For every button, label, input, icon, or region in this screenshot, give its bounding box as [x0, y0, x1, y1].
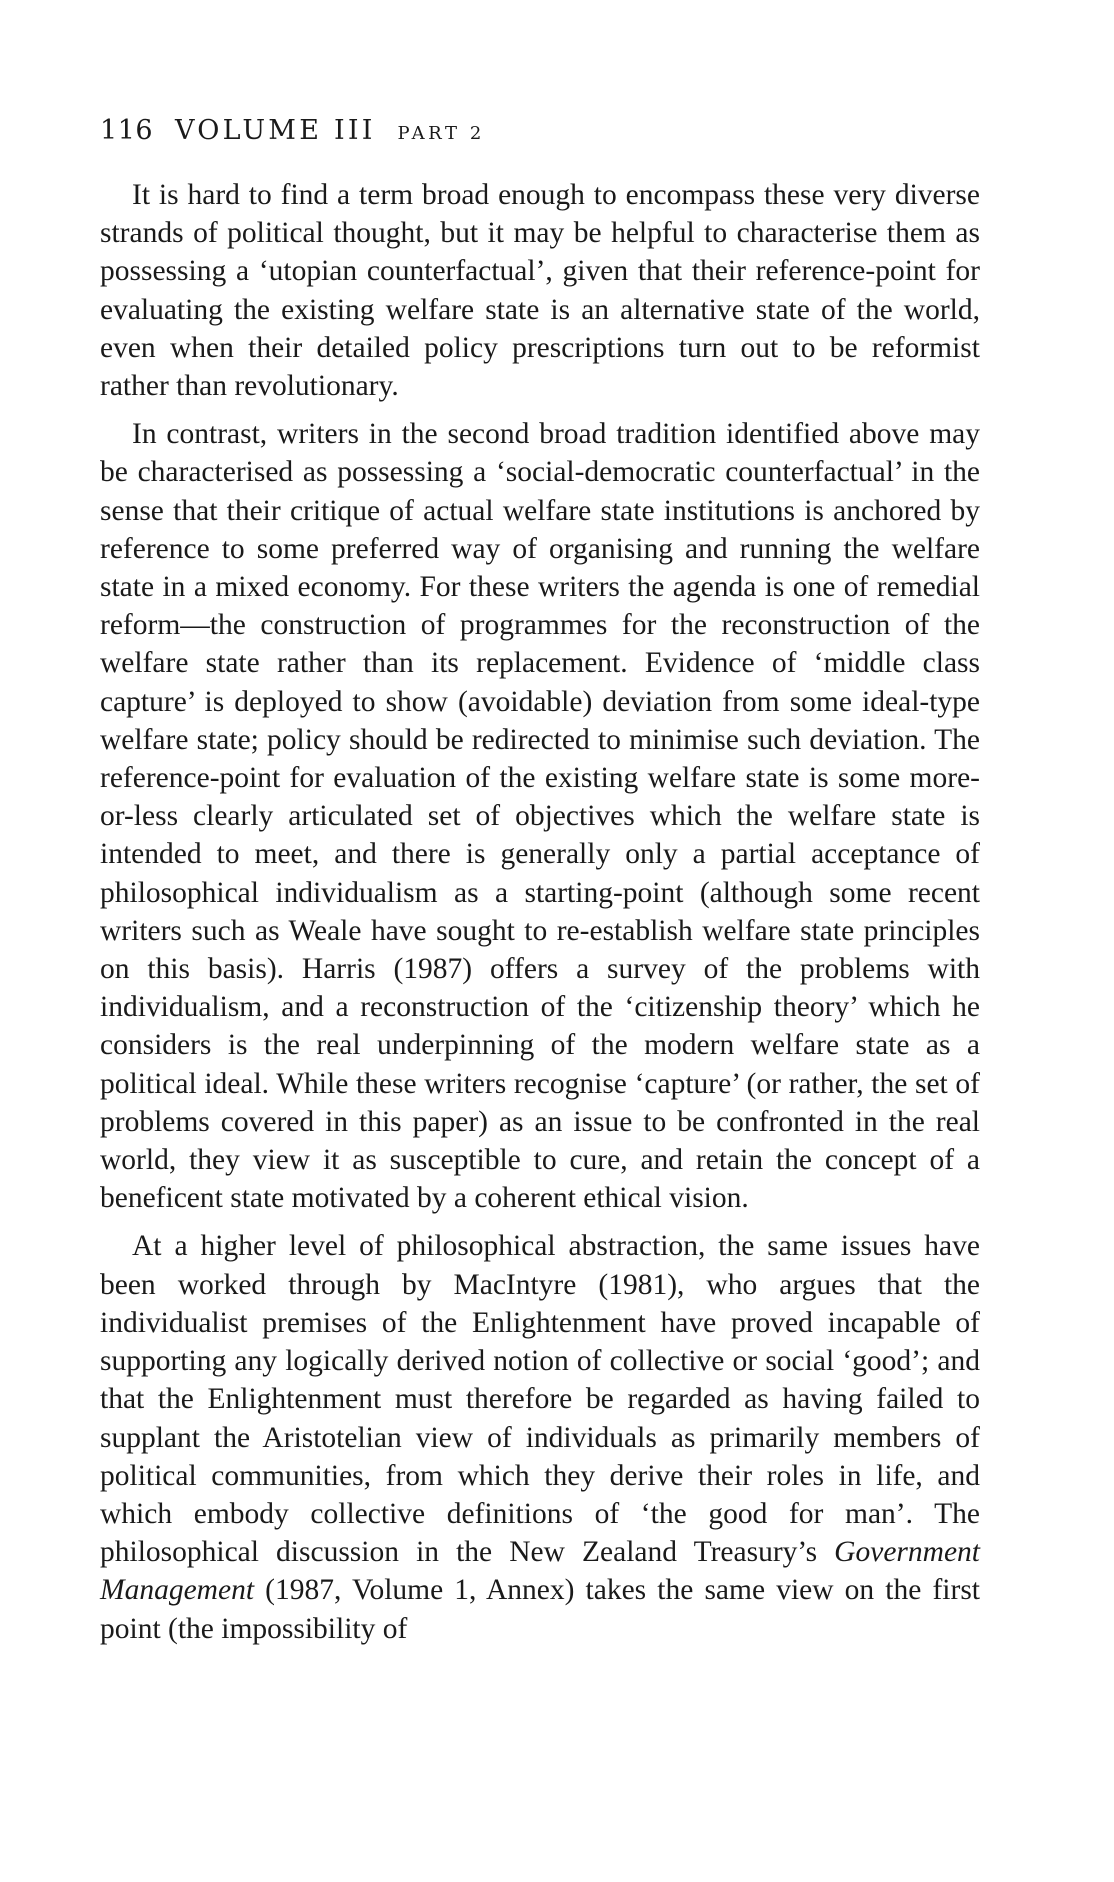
paragraph-1: It is hard to find a term broad enough to encompass these very diverse strands of political thought, but it may be helpful to characterise them as possessing a ‘utopian counterfactual’, given that their reference-point for evaluating the existing welfare state is an alternative state of the world, even when their detailed policy prescriptions turn out to be reformist rather than revolutionary. [100, 179, 980, 403]
volume-label: VOLUME III [174, 115, 376, 146]
book-title: Government Management [100, 1536, 980, 1607]
paragraph-3-text-a: At a higher level of philosophical abstraction, the same issues have been worked through by MacIntyre (1981), who argues that the individualist premises of the Enlightenment have proved incapable of supporting any logically derived notion of collective or social ‘good’; and that the Enlightenment must therefore be regarded as having failed to supplant the Aristotelian view of individuals as primarily members of political communities, from which they derive their roles in life, and which embody collective definitions of ‘the good for man’. The philosophical discussion in the New Zealand Treasury’s [100, 1230, 980, 1569]
paragraph-3 [100, 1227, 980, 1647]
book-page [100, 0, 980, 1882]
part-label: PART 2 [397, 123, 485, 144]
running-head [100, 117, 485, 144]
paragraph-3-text-b: (1987, Volume 1, Annex) takes the same view on the first point (the impossibility of [100, 1574, 980, 1645]
paragraph-2: In contrast, writers in the second broad tradition identified above may be characterised as possessing a ‘social-democratic counterfactual’ in the sense that their critique of actual welfare state institutions is anchored by reference to some preferred way of organising and running the welfare state in a mixed economy. For these writers the agenda is one of remedial reform—the construction of programmes for the reconstruction of the welfare state rather than its replacement. Evidence of ‘middle class capture’ is deployed to show (avoidable) deviation from some ideal-type welfare state; policy should be redirected to minimise such deviation. The reference-point for evaluation of the existing welfare state is some more-or-less clearly articulated set of objectives which the welfare state is intended to meet, and there is generally only a partial acceptance of philosophical individualism as a starting-point (although some recent writers such as Weale have sought to re-establish welfare state principles on this basis). Harris (1987) offers a survey of the problems with individualism, and a reconstruction of the ‘citizenship theory’ which he considers is the real underpinning of the modern welfare state as a political ideal. While these writers recognise ‘capture’ (or rather, the set of problems covered in this paper) as an issue to be confronted in the real world, they view it as susceptible to cure, and retain the concept of a beneficent state motivated by a coherent ethical vision. [100, 418, 980, 1215]
page-number: 116 [100, 115, 154, 146]
body-text [100, 176, 980, 1658]
